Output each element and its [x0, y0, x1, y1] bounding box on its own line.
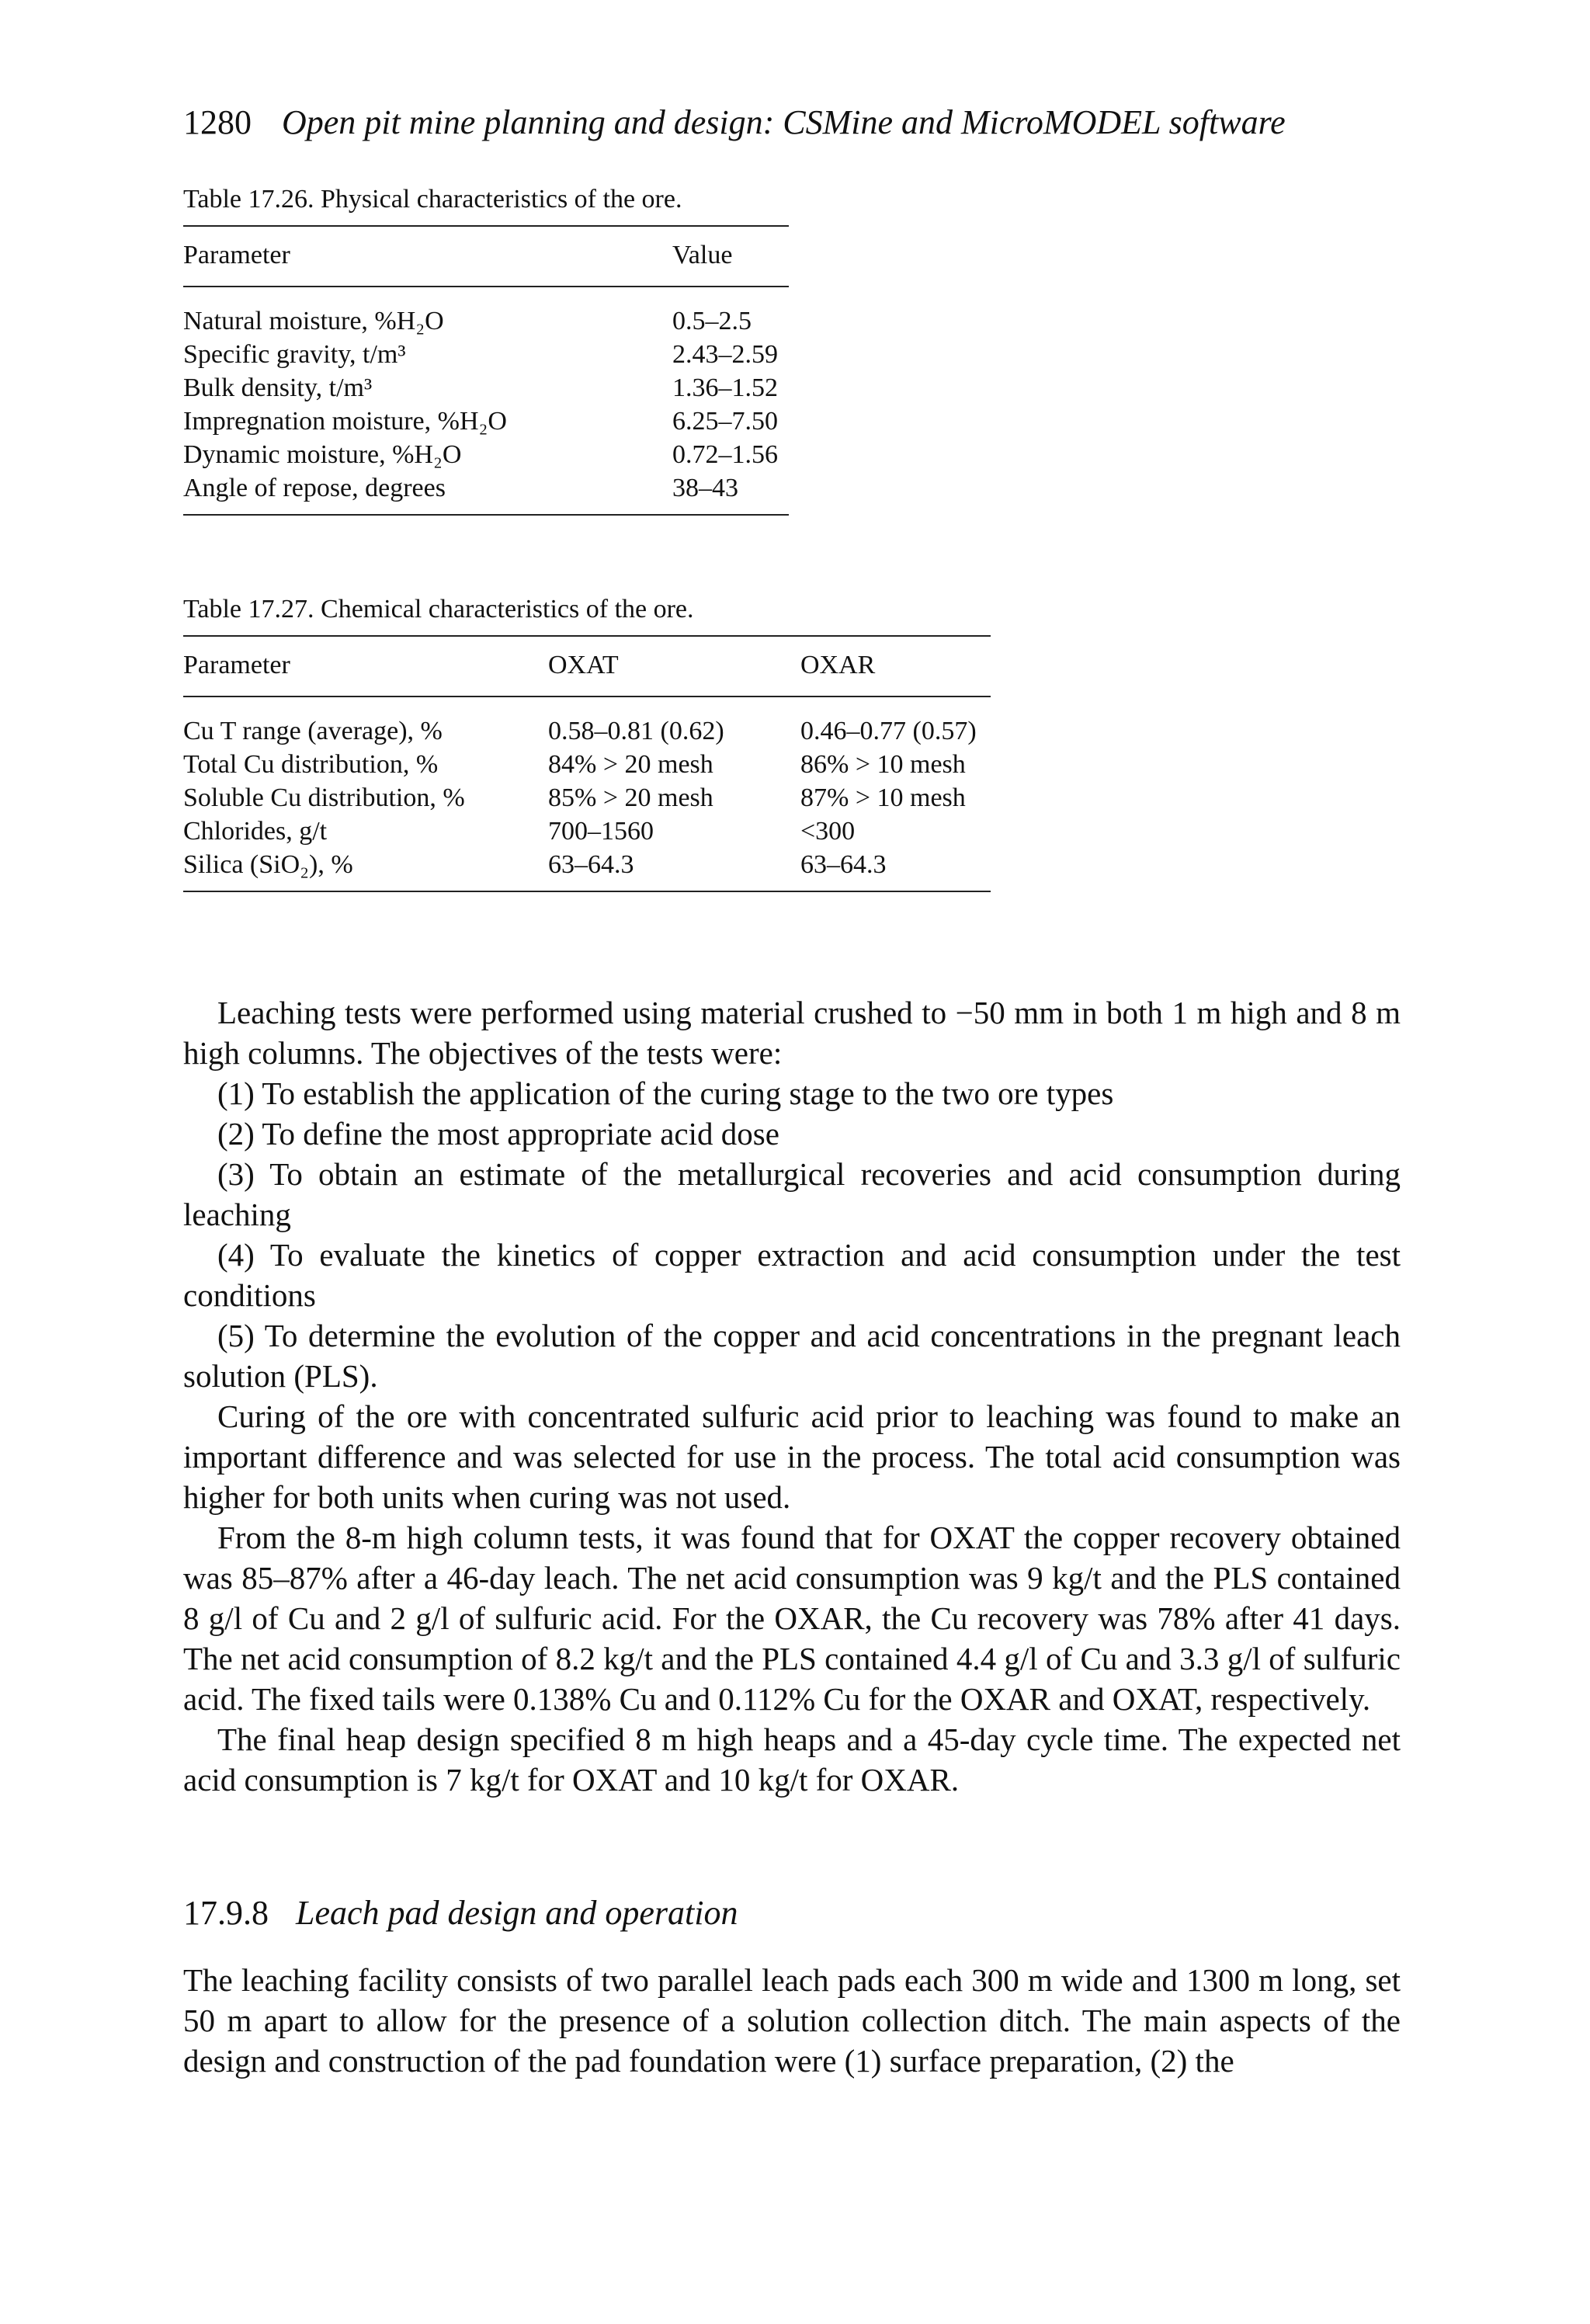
table-cell: 84% > 20 mesh	[548, 750, 713, 779]
table-caption: Table 17.27. Chemical characteristics of the ore.	[183, 595, 694, 624]
table-cell: Dynamic moisture, %H₂O	[183, 440, 462, 469]
table-cell: 86% > 10 mesh	[800, 750, 966, 779]
table-cell: Chlorides, g/t	[183, 817, 328, 846]
table-row	[183, 781, 991, 815]
table-cell: 0.5–2.5	[672, 307, 752, 335]
table-bottom-rule	[183, 514, 789, 516]
table-cell: 85% > 20 mesh	[548, 783, 713, 812]
table-cell: Bulk density, t/m³	[183, 373, 373, 402]
table-cell: 87% > 10 mesh	[800, 783, 966, 812]
table-row	[183, 815, 991, 848]
paragraph: Curing of the ore with concentrated sulfuric acid prior to leaching was found to make an important difference and was selected for use in the process. The total acid consumption was higher for both units when curing was not used.	[183, 1398, 1401, 1515]
table-cell: Specific gravity, t/m³	[183, 340, 406, 369]
section-title: Leach pad design and operation	[296, 1894, 738, 1932]
table-row	[183, 748, 991, 781]
table-row	[183, 438, 789, 471]
column-header-parameter: Parameter	[183, 241, 290, 269]
body-text	[183, 992, 1401, 1800]
list-item: (1) To establish the application of the curing stage to the two ore types	[217, 1075, 1114, 1111]
table-row	[183, 371, 789, 405]
column-header-oxat: OXAT	[548, 651, 619, 679]
table-header-row	[183, 227, 789, 286]
section-body-text	[183, 1960, 1401, 2081]
table-header-row	[183, 637, 991, 696]
table-cell: Impregnation moisture, %H₂O	[183, 407, 507, 436]
table-bottom-rule	[183, 891, 991, 892]
table-cell: Cu T range (average), %	[183, 717, 443, 745]
column-header-oxar: OXAR	[800, 651, 876, 679]
paragraph: The final heap design specified 8 m high heaps and a 45-day cycle time. The expected net acid consumption is 7 kg/t for OXAT and 10 kg/t for OXAR.	[183, 1721, 1401, 1798]
list-item: (4) To evaluate the kinetics of copper extraction and acid consumption under the test conditions	[183, 1237, 1401, 1313]
table-row	[183, 848, 991, 881]
table-cell: 700–1560	[548, 817, 654, 846]
list-item: (5) To determine the evolution of the copper and acid concentrations in the pregnant leach solution (PLS).	[183, 1318, 1401, 1394]
table-cell: Silica (SiO₂), %	[183, 850, 353, 879]
table-row	[183, 304, 789, 338]
running-header	[183, 102, 1286, 142]
table-cell: Total Cu distribution, %	[183, 750, 439, 779]
list-item: (3) To obtain an estimate of the metallurgical recoveries and acid consumption during leaching	[183, 1156, 1401, 1232]
table-row	[183, 405, 789, 438]
table-row	[183, 338, 789, 371]
table-caption: Table 17.26. Physical characteristics of the ore.	[183, 185, 682, 214]
table-cell: 38–43	[672, 474, 738, 502]
column-header-parameter: Parameter	[183, 651, 290, 679]
table-cell: 6.25–7.50	[672, 407, 778, 436]
table-cell: 63–64.3	[800, 850, 887, 879]
table-body	[183, 697, 991, 891]
table-cell: Soluble Cu distribution, %	[183, 783, 465, 812]
section-heading	[183, 1893, 738, 1933]
table-cell: 0.46–0.77 (0.57)	[800, 717, 977, 745]
table-cell: Natural moisture, %H₂O	[183, 307, 444, 335]
column-header-value: Value	[672, 241, 733, 269]
paragraph: The leaching facility consists of two parallel leach pads each 300 m wide and 1300 m long, set 50 m apart to allow for the presence of a solution collection ditch. The main aspects of the design and construction of the pad foundation were (1) surface preparation, (2) the	[183, 1962, 1401, 2079]
table-cell: 63–64.3	[548, 850, 634, 879]
table-cell: Angle of repose, degrees	[183, 474, 446, 502]
paragraph: From the 8-m high column tests, it was found that for OXAT the copper recovery obtained was 85–87% after a 46-day leach. The net acid consumption was 9 kg/t and the PLS contained 8 g/l of Cu and 2 g/l of sulfuric acid. For the OXAR, the Cu recovery was 78% after 41 days. The net acid consumption of 8.2 kg/t and the PLS contained 4.4 g/l of Cu and 3.3 g/l of sulfuric acid. The fixed tails were 0.138% Cu and 0.112% Cu for the OXAR and OXAT, respectively.	[183, 1520, 1401, 1717]
table-cell: 0.72–1.56	[672, 440, 778, 469]
table-body	[183, 287, 789, 514]
running-title: Open pit mine planning and design: CSMine and MicroMODEL software	[282, 103, 1286, 141]
chemical-characteristics-table	[183, 595, 991, 892]
page-number: 1280	[183, 103, 252, 141]
table-row	[183, 714, 991, 748]
list-item: (2) To define the most appropriate acid dose	[217, 1116, 779, 1152]
physical-characteristics-table	[183, 185, 789, 516]
table-cell: 2.43–2.59	[672, 340, 778, 369]
table-cell: 0.58–0.81 (0.62)	[548, 717, 724, 745]
section-number: 17.9.8	[183, 1894, 269, 1932]
table-row	[183, 471, 789, 505]
table-cell: 1.36–1.52	[672, 373, 778, 402]
paragraph: Leaching tests were performed using material crushed to −50 mm in both 1 m high and 8 m high columns. The objectives of the tests were:	[183, 995, 1401, 1071]
table-cell: <300	[800, 817, 856, 846]
